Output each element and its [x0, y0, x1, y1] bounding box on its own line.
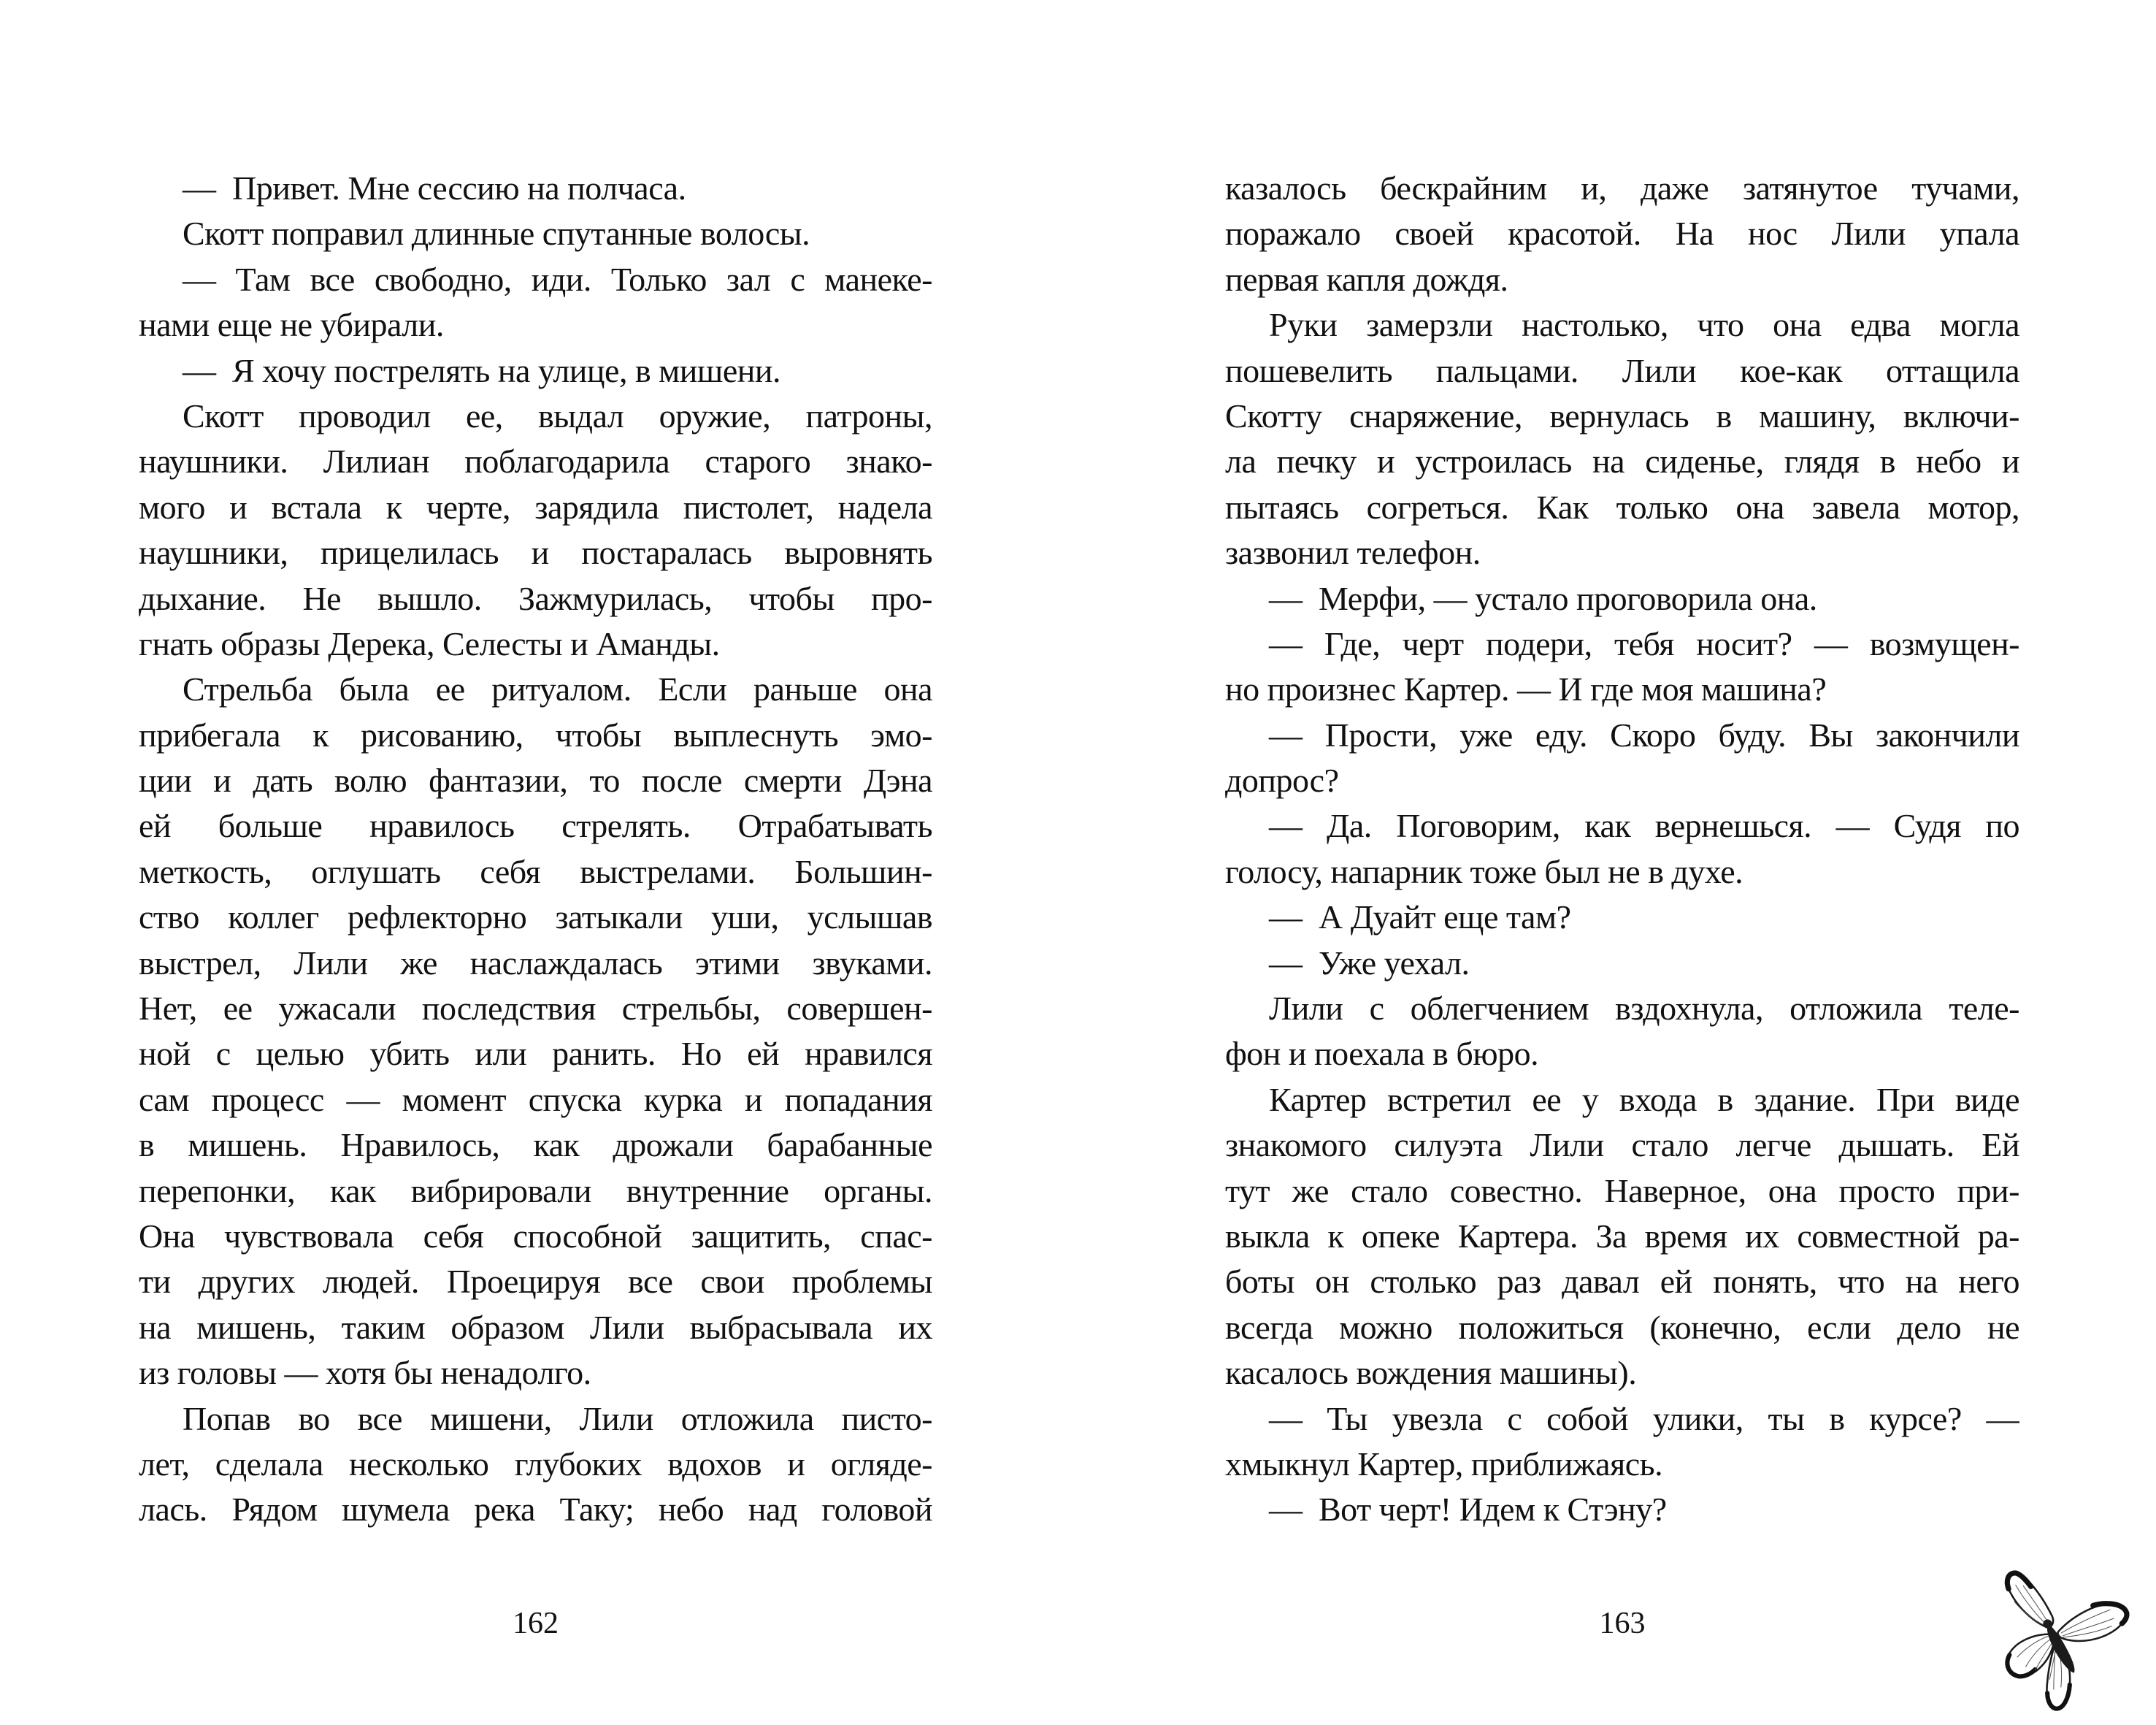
text-line: на мишень, таким образом Лили выбрасывала их: [139, 1308, 932, 1346]
text-line: ство коллег рефлекторно затыкали уши, услышав: [139, 898, 932, 936]
text-line: — Привет. Мне сессию на полчаса.: [183, 169, 686, 207]
text-line: Нет, ее ужасали последствия стрельбы, совершен-: [139, 990, 932, 1028]
text-line: нами еще не убирали.: [139, 306, 444, 344]
text-line: — Я хочу пострелять на улице, в мишени.: [183, 351, 780, 389]
butterfly-icon: [1984, 1560, 2134, 1721]
text-line: Руки замерзли настолько, что она едва могла: [1269, 306, 2019, 344]
text-line: дыхание. Не вышло. Зажмурилась, чтобы про-: [139, 579, 932, 617]
text-line: голосу, напарник тоже был не в духе.: [1225, 852, 1743, 890]
text-line: наушники. Лилиан поблагодарила старого знако-: [139, 443, 932, 481]
text-line: Стрельба была ее ритуалом. Если раньше она: [183, 670, 932, 708]
text-line: фон и поехала в бюро.: [1225, 1035, 1539, 1073]
text-line: — Да. Поговорим, как вернешься. — Судя по: [1269, 807, 2019, 845]
text-line: хмыкнул Картер, приближаясь.: [1225, 1445, 1663, 1483]
text-line: Скотт проводил ее, выдал оружие, патроны,: [183, 397, 932, 435]
text-line: Скотт поправил длинные спутанные волосы.: [183, 215, 810, 253]
text-line: боты он столько раз давал ей понять, что на него: [1225, 1263, 2019, 1301]
page-left-text-column: [139, 166, 932, 1533]
text-line: Лили с облегчением вздохнула, отложила теле-: [1269, 990, 2019, 1028]
text-line: но произнес Картер. — И где моя машина?: [1225, 670, 1827, 708]
text-line: сам процесс — момент спуска курка и попадания: [139, 1080, 932, 1118]
page-right-text-column: [1225, 166, 2019, 1533]
text-line: — Мерфи, — устало проговорила она.: [1269, 579, 1817, 617]
text-line: всегда можно положиться (конечно, если дело не: [1225, 1308, 2019, 1346]
text-line: казалось бескрайним и, даже затянутое тучами,: [1225, 169, 2019, 207]
text-line: — Где, черт подери, тебя носит? — возмущен-: [1269, 624, 2019, 662]
text-line: из головы — хотя бы ненадолго.: [139, 1354, 591, 1392]
text-line: перепонки, как вибрировали внутренние органы.: [139, 1171, 932, 1209]
text-line: выстрел, Лили же наслаждалась этими звуками.: [139, 944, 932, 982]
text-line: — Там все свободно, иди. Только зал с манеке-: [183, 260, 932, 298]
text-line: меткость, оглушать себя выстрелами. Большин-: [139, 852, 932, 890]
text-line: лась. Рядом шумела река Таку; небо над головой: [139, 1491, 932, 1529]
text-line: пытаясь согреться. Как только она завела мотор,: [1225, 488, 2019, 526]
text-line: прибегала к рисованию, чтобы выплеснуть эмо-: [139, 716, 932, 754]
text-line: гнать образы Дерека, Селесты и Аманды.: [139, 624, 720, 662]
text-line: первая капля дождя.: [1225, 260, 1508, 298]
text-line: тут же стало совестно. Наверное, она просто при-: [1225, 1171, 2019, 1209]
text-line: — Уже уехал.: [1269, 944, 1470, 982]
text-line: ей больше нравилось стрелять. Отрабатывать: [139, 807, 932, 845]
text-line: ла печку и устроилась на сиденье, глядя в небо и: [1225, 443, 2019, 481]
text-line: наушники, прицелилась и постаралась выровнять: [139, 534, 932, 572]
text-line: выкла к опеке Картера. За время их совместной ра-: [1225, 1217, 2019, 1255]
text-line: — Ты увезла с собой улики, ты в курсе? —: [1269, 1399, 2019, 1437]
page-number-right: 163: [1599, 1607, 1646, 1640]
text-line: — Вот черт! Идем к Стэну?: [1269, 1491, 1667, 1529]
text-line: Скотту снаряжение, вернулась в машину, включи-: [1225, 397, 2019, 435]
text-line: пошевелить пальцами. Лили кое-как оттащила: [1225, 351, 2019, 389]
text-line: ции и дать волю фантазии, то после смерти Дэна: [139, 762, 932, 800]
text-line: ти других людей. Проецируя все свои проблемы: [139, 1263, 932, 1301]
page-number-left: 162: [513, 1607, 559, 1640]
text-line: допрос?: [1225, 762, 1339, 800]
text-line: касалось вождения машины).: [1225, 1354, 1637, 1392]
text-line: мого и встала к черте, зарядила пистолет, надела: [139, 488, 932, 526]
text-line: поражало своей красотой. На нос Лили упала: [1225, 215, 2019, 253]
text-line: — Прости, уже еду. Скоро буду. Вы закончили: [1269, 716, 2019, 754]
text-line: в мишень. Нравилось, как дрожали барабанные: [139, 1126, 932, 1164]
text-line: Она чувствовала себя способной защитить, спас-: [139, 1217, 932, 1255]
text-line: Картер встретил ее у входа в здание. При виде: [1269, 1080, 2019, 1118]
text-line: знакомого силуэта Лили стало легче дышать. Ей: [1225, 1126, 2019, 1164]
text-line: — А Дуайт еще там?: [1269, 898, 1571, 936]
text-line: лет, сделала несколько глубоких вдохов и огляде-: [139, 1445, 932, 1483]
text-line: ной с целью убить или ранить. Но ей нравился: [139, 1035, 932, 1073]
text-line: зазвонил телефон.: [1225, 534, 1481, 572]
text-line: Попав во все мишени, Лили отложила писто-: [183, 1399, 932, 1437]
